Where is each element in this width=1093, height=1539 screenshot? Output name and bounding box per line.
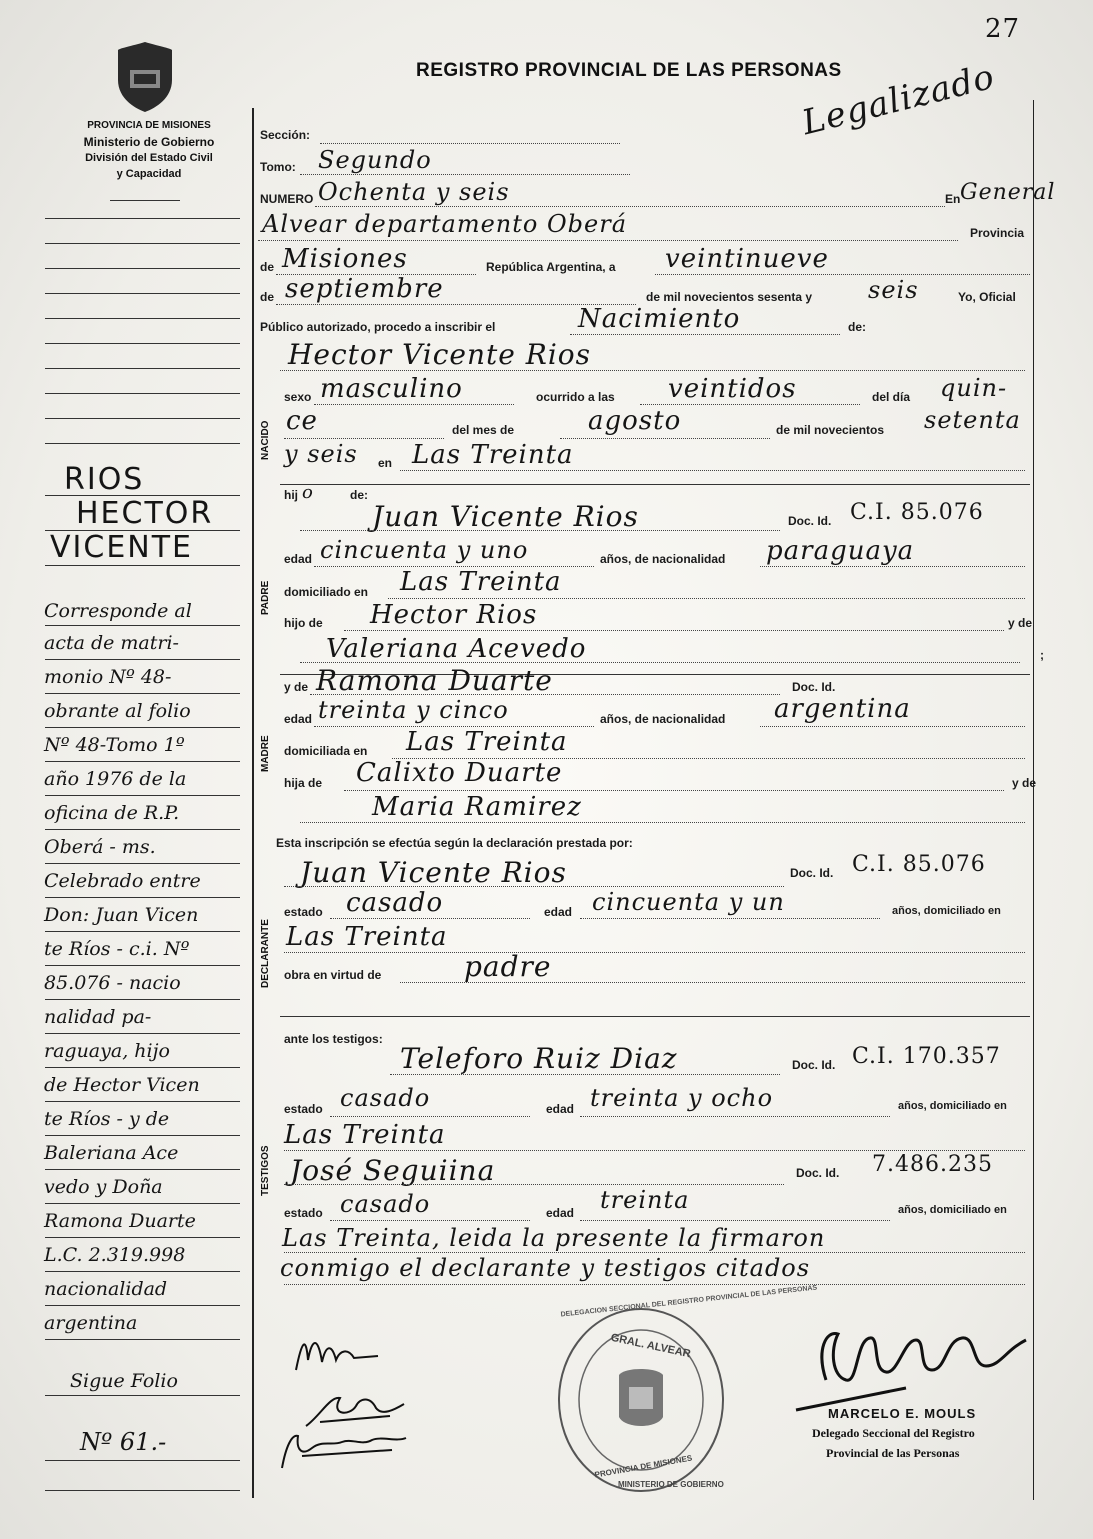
obra-virtud-label: obra en virtud de <box>284 968 382 982</box>
declarante-estado-value: casado <box>346 888 444 918</box>
declarante-dom-value: Las Treinta <box>286 922 448 952</box>
testigo1-estado-label: estado <box>284 1102 323 1116</box>
tomo-value: Segundo <box>318 146 432 174</box>
sexo-value: masculino <box>320 374 463 404</box>
mil-nov-label: de mil novecientos <box>776 423 885 437</box>
cierre-line-2: conmigo el declarante y testigos citados <box>280 1254 811 1282</box>
abuelo-m-value: Calixto Duarte <box>356 758 563 788</box>
republica-label: República Argentina, a <box>486 260 616 274</box>
dia-nac-cont-value: ce <box>286 406 318 436</box>
padre-doc-label: Doc. Id. <box>788 514 832 528</box>
provincia-value: Misiones <box>282 244 408 274</box>
madre-y-de2-label: y de <box>1012 776 1037 790</box>
madre-edad-value: treinta y cinco <box>318 696 509 724</box>
hora-value: veintidos <box>668 374 797 404</box>
padre-nac-value: paraguaya <box>766 536 915 566</box>
padre-edad-value: cincuenta y uno <box>320 536 529 564</box>
padre-doc-value: C.I. 85.076 <box>850 500 984 525</box>
margin-note-line: Baleriana Ace <box>44 1142 179 1164</box>
margin-note-line: nacionalidad <box>44 1278 168 1300</box>
capacity-line: y Capacidad <box>116 168 182 180</box>
margin-note-line: te Ríos - c.i. Nº <box>44 938 190 960</box>
seccion-label: Sección: <box>260 128 311 142</box>
lugar-value: Alvear departamento Oberá <box>262 210 628 238</box>
province-line: PROVINCIA DE MISIONES <box>87 120 211 131</box>
en2-label: en <box>378 456 393 470</box>
padre-edad-label: edad <box>284 552 313 566</box>
seal-rim-text: MINISTERIO DE GOBIERNO <box>618 1480 724 1489</box>
declarante-edad-label: edad <box>544 905 573 919</box>
division-line: División del Estado Civil <box>85 152 213 164</box>
margin-note-line: Corresponde al <box>44 600 192 622</box>
ante-testigos-label: ante los testigos: <box>284 1032 383 1046</box>
ministry-line: Ministerio de Gobierno <box>83 135 215 149</box>
madre-section-label: MADRE <box>260 735 271 772</box>
margin-note-line: monio Nº 48- <box>44 666 172 688</box>
margin-note-line: Ramona Duarte <box>44 1210 196 1232</box>
anio-nac-value: setenta <box>924 406 1021 434</box>
madre-y-de-label: y de <box>284 680 309 694</box>
seal-outer-text: DELEGACION SECCIONAL DEL REGISTRO PROVINCIAL DE LAS PERSONAS <box>560 1284 818 1319</box>
witness2-signature <box>272 1426 412 1472</box>
declarante-section-label: DECLARANTE <box>260 919 271 988</box>
de-label: de <box>260 260 275 274</box>
y-de-label: y de <box>1008 616 1033 630</box>
declarante-dom-label: años, domiciliado en <box>892 905 1001 917</box>
margin-note-line: acta de matri- <box>44 632 179 654</box>
issuing-office <box>40 118 258 182</box>
padre-nac-label: años, de nacionalidad <box>600 552 726 566</box>
margin-note-line: nalidad pa- <box>44 1006 152 1028</box>
en-label: En <box>945 192 961 206</box>
margin-note-line: argentina <box>44 1312 138 1334</box>
document-title: REGISTRO PROVINCIAL DE LAS PERSONAS <box>416 60 842 81</box>
testigo2-dom-label: años, domiciliado en <box>898 1204 1007 1216</box>
en-value: General <box>960 180 1056 205</box>
margin-note-line: Don: Juan Vicen <box>44 904 199 926</box>
testigo2-edad-value: treinta <box>600 1186 690 1214</box>
margin-surname: RIOS <box>64 462 145 497</box>
testigo2-estado-label: estado <box>284 1206 323 1220</box>
publico-label: Público autorizado, procedo a inscribir el <box>260 320 496 334</box>
margin-note-line: oficina de R.P. <box>44 802 180 824</box>
margin-note-line: Sigue Folio <box>70 1370 178 1392</box>
testigo1-edad-value: treinta y ocho <box>590 1084 774 1112</box>
provincial-emblem-icon <box>112 40 178 114</box>
madre-dom-label: domiciliada en <box>284 744 368 758</box>
cierre-line-1: Las Treinta, leida la presente la firmaron <box>282 1224 826 1252</box>
testigo1-doc-value: C.I. 170.357 <box>852 1044 1001 1069</box>
ocurrido-label: ocurrido a las <box>536 390 615 404</box>
abuelo-p-label: hijo de <box>284 616 323 630</box>
testigo2-edad-label: edad <box>546 1206 575 1220</box>
mil-sesenta-label: de mil novecientos sesenta y <box>646 290 813 304</box>
testigo2-value: José Seguiina <box>290 1154 496 1187</box>
numero-label: NUMERO <box>260 192 314 206</box>
de2-label: de <box>260 290 275 304</box>
abuela-m-value: Maria Ramirez <box>372 792 582 822</box>
margin-note-line: Nº 48-Tomo 1º <box>44 734 185 756</box>
margin-note-line: obrante al folio <box>44 700 191 722</box>
seal-bottom-text: PROVINCIA DE MISIONES <box>593 1453 693 1480</box>
sexo-label: sexo <box>284 390 312 404</box>
semicolon-label: ; <box>1040 648 1044 662</box>
official-name: MARCELO E. MOULS <box>828 1406 977 1421</box>
margin-note-line: L.C. 2.319.998 <box>44 1244 186 1266</box>
margin-note-line: Nº 61.- <box>80 1428 167 1456</box>
yo-oficial-label: Yo, Oficial <box>958 290 1016 304</box>
margin-note-line: año 1976 de la <box>44 768 187 790</box>
margin-note-line: raguaya, hijo <box>44 1040 170 1062</box>
anio-value: seis <box>868 276 919 304</box>
de3-label: de: <box>350 488 368 502</box>
abuelo-p-value: Hector Rios <box>370 600 538 630</box>
hijo-suffix: o <box>302 482 314 503</box>
margin-note-line: de Hector Vicen <box>44 1074 200 1096</box>
numero-value: Ochenta y seis <box>318 178 510 206</box>
padre-nombre-value: Juan Vicente Rios <box>372 500 639 533</box>
dia-value: veintinueve <box>665 244 829 274</box>
madre-doc-label: Doc. Id. <box>792 680 836 694</box>
margin-second-name: VICENTE <box>50 530 193 565</box>
folio-number: 27 <box>985 14 1021 44</box>
provincia-label: Provincia <box>970 226 1025 240</box>
declarante-signature <box>292 1330 382 1380</box>
legalized-stamp-signature: Legalizado <box>798 56 999 144</box>
del-dia-label: del día <box>872 390 911 404</box>
abuelo-m-label: hija de <box>284 776 323 790</box>
margin-note-line: te Ríos - y de <box>44 1108 170 1130</box>
official-title-2: Provincial de las Personas <box>826 1446 960 1460</box>
testigo1-value: Teleforo Ruiz Diaz <box>400 1042 678 1075</box>
seal-center-text: GRAL. ALVEAR <box>609 1331 692 1361</box>
margin-note-line: Celebrado entre <box>44 870 201 892</box>
declaracion-label: Esta inscripción se efectúa según la declaración prestada por: <box>276 836 633 850</box>
testigo1-estado-value: casado <box>340 1084 431 1112</box>
hijo-label: hij <box>284 488 298 502</box>
nacido-section-label: NACIDO <box>260 420 271 460</box>
declarante-edad-value: cincuenta y un <box>592 888 785 916</box>
margin-note-line: vedo y Doña <box>44 1176 163 1198</box>
padre-section-label: PADRE <box>260 580 271 615</box>
obra-virtud-value: padre <box>464 950 552 983</box>
margin-note-line: Oberá - ms. <box>44 836 156 858</box>
de-colon-label: de: <box>848 320 866 334</box>
nombre-value: Hector Vicente Rios <box>288 338 592 371</box>
tomo-label: Tomo: <box>260 160 296 174</box>
declarante-estado-label: estado <box>284 905 323 919</box>
del-mes-label: del mes de <box>452 423 515 437</box>
official-signature <box>786 1310 1036 1420</box>
mes-value: septiembre <box>285 274 444 304</box>
mes-nac-value: agosto <box>588 406 682 436</box>
testigo2-doc-label: Doc. Id. <box>796 1166 840 1180</box>
abuela-p-value: Valeriana Acevedo <box>326 634 587 664</box>
madre-nombre-value: Ramona Duarte <box>316 664 553 697</box>
testigo1-edad-label: edad <box>546 1102 575 1116</box>
testigo2-estado-value: casado <box>340 1190 431 1218</box>
padre-dom-label: domiciliado en <box>284 585 369 599</box>
dia-nac-value: quin- <box>940 374 1008 402</box>
madre-edad-label: edad <box>284 712 313 726</box>
testigo1-doc-label: Doc. Id. <box>792 1058 836 1072</box>
anio-nac-cont-value: y seis <box>284 440 358 468</box>
margin-first-name: HECTOR <box>76 496 214 531</box>
madre-dom-value: Las Treinta <box>406 727 568 757</box>
margin-note-line: 85.076 - nacio <box>44 972 181 994</box>
madre-nac-value: argentina <box>774 694 911 724</box>
testigos-section-label: TESTIGOS <box>260 1145 271 1196</box>
testigo1-dom-label: años, domiciliado en <box>898 1100 1007 1112</box>
official-title-1: Delegado Seccional del Registro <box>812 1426 975 1440</box>
testigo1-dom-value: Las Treinta <box>284 1120 446 1150</box>
madre-nac-label: años, de nacionalidad <box>600 712 726 726</box>
declarante-doc-label: Doc. Id. <box>790 866 834 880</box>
declarante-value: Juan Vicente Rios <box>300 856 567 889</box>
acto-value: Nacimiento <box>578 304 741 334</box>
testigo2-doc-value: 7.486.235 <box>872 1152 993 1177</box>
lugar-nac-value: Las Treinta <box>412 440 574 470</box>
declarante-doc-value: C.I. 85.076 <box>852 852 986 877</box>
padre-dom-value: Las Treinta <box>400 567 562 597</box>
